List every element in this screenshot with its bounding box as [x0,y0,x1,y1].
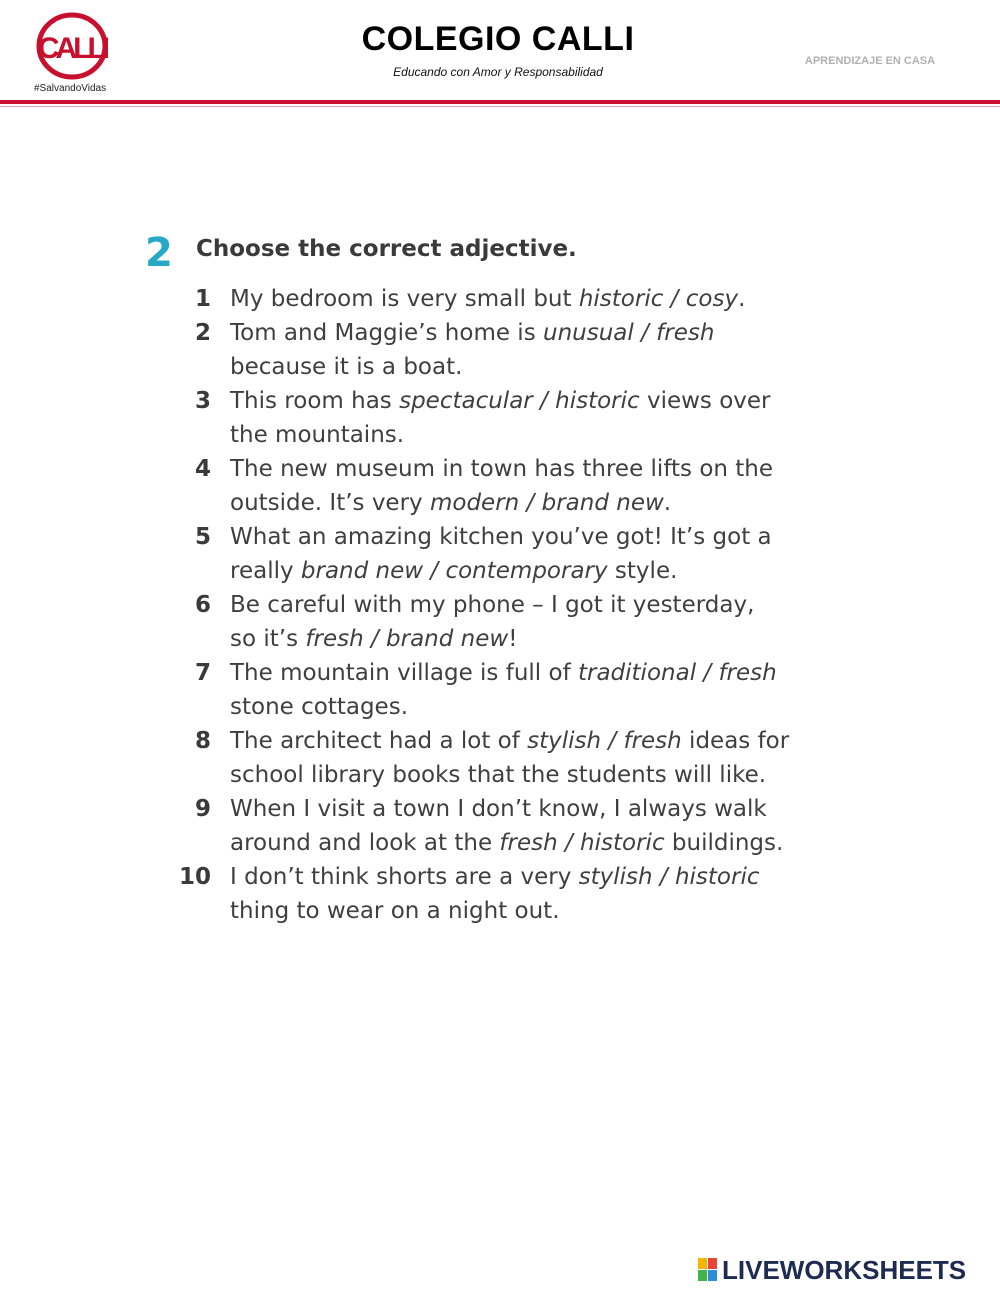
item-number: 7 [194,660,211,686]
item-number: 3 [194,388,211,414]
item-text: Be careful with my phone – I got it yesterday, [230,592,755,618]
exercise-number: 2 [145,230,173,276]
item-line [230,758,835,792]
item-text: Tom and Maggie’s home is [230,320,543,346]
item-line [230,520,835,554]
adjective-options[interactable]: traditional / fresh [577,660,777,686]
header-divider [0,100,1000,104]
adjective-options[interactable]: modern / brand new [429,490,664,516]
item-text: . [663,490,672,516]
item-text: thing to wear on a night out. [230,898,560,924]
item-number: 5 [194,524,211,550]
adjective-options[interactable]: brand new / contemporary [300,558,608,584]
liveworksheets-icon [698,1258,718,1282]
item-text: What an amazing kitchen you’ve got! It’s got a [230,524,772,550]
logo-text: CALLI [37,32,107,65]
adjective-options[interactable]: unusual / fresh [543,320,715,346]
item-text: really [230,558,301,584]
item-line [230,656,835,690]
exercise-item [175,656,835,724]
item-text: around and look at the [230,830,500,856]
item-text: because it is a boat. [230,354,463,380]
adjective-options[interactable]: spectacular / historic [399,388,640,414]
item-line [230,282,835,316]
item-text: The mountain village is full of [230,660,578,686]
adjective-options[interactable]: fresh / brand new [305,626,509,652]
exercise-items [175,282,835,928]
header-divider-thin [0,106,1000,107]
item-line [230,588,835,622]
exercise-item [175,792,835,860]
exercise-item [175,520,835,588]
item-number: 6 [194,592,211,618]
item-text: ! [508,626,518,652]
exercise-item [175,384,835,452]
exercise-item [175,724,835,792]
item-line [230,792,835,826]
hashtag: #SalvandoVidas [34,83,107,94]
item-line [230,418,835,452]
item-text: so it’s [230,626,306,652]
item-text: the mountains. [230,422,405,448]
exercise-item [175,316,835,384]
adjective-options[interactable]: fresh / historic [499,830,665,856]
item-line [230,860,835,894]
item-text: outside. It’s very [230,490,430,516]
school-logo [36,12,108,80]
item-number: 9 [194,796,211,822]
item-number: 2 [194,320,211,346]
item-line [230,384,835,418]
item-text: When I visit a town I don’t know, I always walk [230,796,767,822]
item-line [230,894,835,928]
item-text: I don’t think shorts are a very [230,864,579,890]
liveworksheets-logo [698,1255,998,1285]
exercise-item [175,588,835,656]
item-text: The architect had a lot of [230,728,528,754]
item-line [230,350,835,384]
school-motto: Educando con Amor y Responsabilidad [393,65,603,79]
exercise-item [175,860,835,928]
item-text: style. [607,558,678,584]
item-text: school library books that the students will like. [230,762,767,788]
item-line [230,622,835,656]
item-line [230,316,835,350]
item-line [230,724,835,758]
item-line [230,452,835,486]
item-number: 8 [194,728,211,754]
school-title: COLEGIO CALLI [361,20,635,58]
exercise-item [175,282,835,316]
item-text: views over [639,388,771,414]
item-number: 4 [194,456,211,482]
exercise-item [175,452,835,520]
item-text: This room has [230,388,400,414]
item-number: 1 [194,286,211,312]
item-text: The new museum in town has three lifts on the [230,456,774,482]
item-text: My bedroom is very small but [230,286,579,312]
item-line [230,690,835,724]
adjective-options[interactable]: stylish / fresh [527,728,682,754]
page-header [0,0,1000,112]
item-line [230,486,835,520]
item-text: ideas for [681,728,790,754]
item-line [230,554,835,588]
item-text: . [738,286,746,312]
item-text: buildings. [664,830,784,856]
item-line [230,826,835,860]
home-learning-label: APRENDIZAJE EN CASA [804,55,936,67]
adjective-options[interactable]: stylish / historic [578,864,760,890]
exercise-instruction: Choose the correct adjective. [196,236,577,262]
liveworksheets-brand: LIVEWORKSHEETS [722,1255,967,1285]
item-text: stone cottages. [230,694,409,720]
item-number: 10 [178,864,211,890]
adjective-options[interactable]: historic / cosy [578,286,739,312]
